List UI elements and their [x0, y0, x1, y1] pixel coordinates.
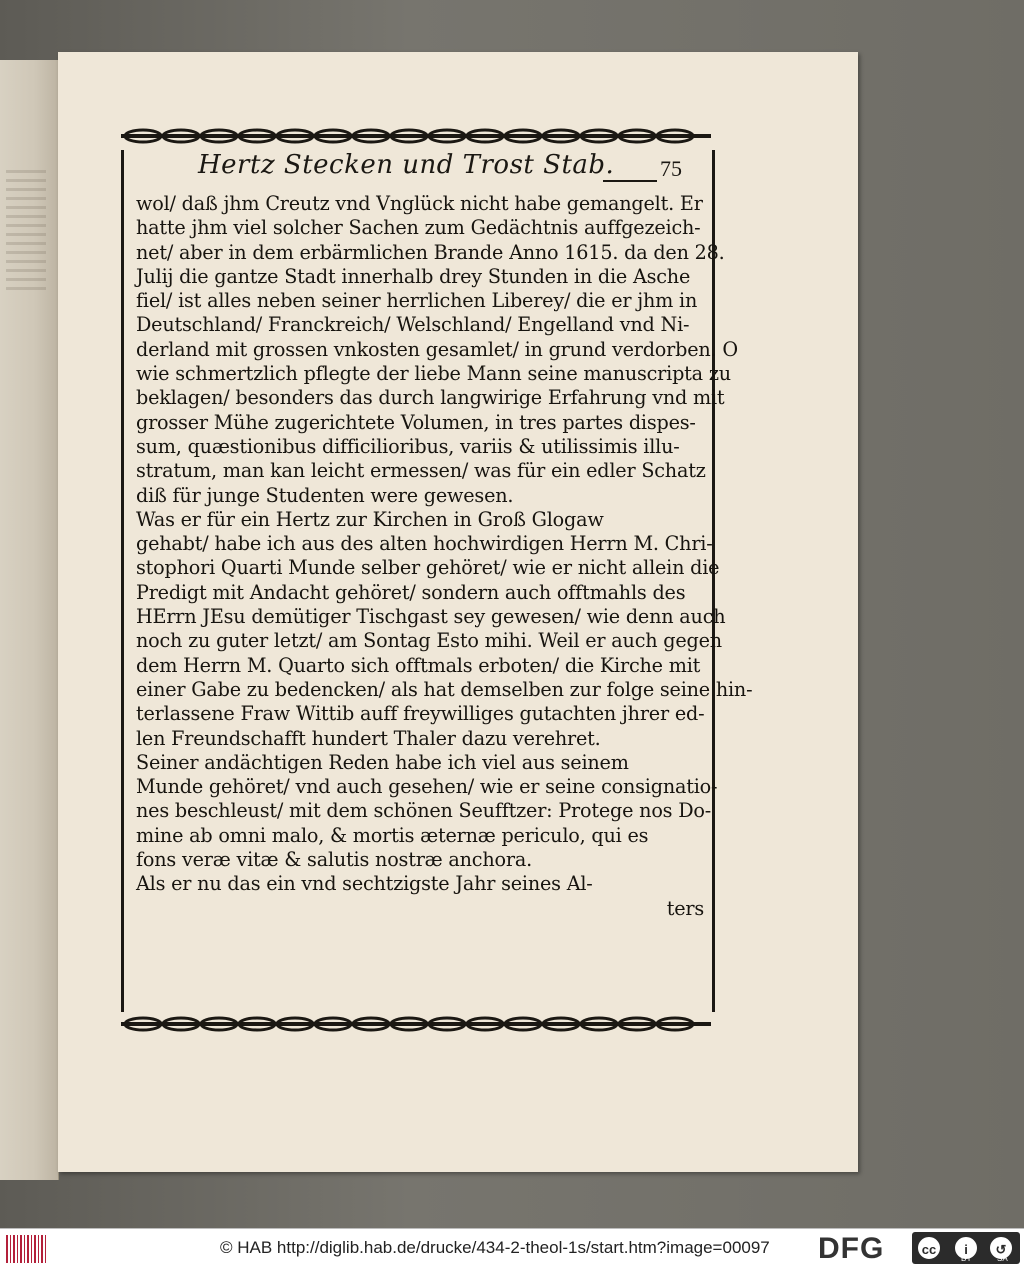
license-by-label: BY: [961, 1254, 972, 1263]
text-line: einer Gabe zu bedencken/ als hat demselben zur folge seine hin-: [136, 677, 753, 701]
bleed-through-text: [6, 170, 46, 290]
head-rule: [603, 180, 657, 182]
text-line: wol/ daß jhm Creutz vnd Vnglück nicht habe gemangelt. Er: [136, 192, 703, 215]
text-line: Julij die gantze Stadt innerhalb drey Stunden in die Asche: [136, 264, 691, 288]
barcode-icon: [6, 1235, 48, 1263]
page-number: 75: [660, 156, 682, 181]
text-line: noch zu guter letzt/ am Sontag Esto mihi. Weil er auch gegen: [136, 629, 722, 653]
text-line: fiel/ ist alles neben seiner herrlichen Liberey/ die er jhm in: [136, 289, 698, 313]
text-line: Als er nu das ein vnd sechtzigste Jahr seines Al-: [136, 872, 593, 896]
cc-icon: cc: [916, 1235, 942, 1261]
text-line: nes beschleust/ mit dem schönen Seufftzer: Protege nos Do-: [136, 799, 712, 823]
text-line: net/ aber in dem erbärmlichen Brande Anno 1615. da den 28.: [136, 240, 725, 264]
text-line: HErrn JEsu demütiger Tischgast sey gewesen/ wie denn auch: [136, 605, 726, 629]
license-sa-label: SA: [997, 1254, 1008, 1263]
running-head: Hertz Stecken und Trost Stab.: [198, 150, 615, 180]
ornamental-border-bottom: [121, 1014, 711, 1034]
viewer-footer: [0, 1228, 1024, 1268]
text-line: Seiner andächtigen Reden habe ich viel aus seinem: [136, 750, 629, 774]
book-page: [58, 52, 858, 1172]
text-line: Munde gehöret/ vnd auch gesehen/ wie er seine consignatio-: [136, 775, 718, 799]
text-line: beklagen/ besonders das durch langwirige Erfahrung vnd mit: [136, 386, 725, 410]
by-person-icon: i: [953, 1235, 979, 1261]
text-line: derland mit grossen vnkosten gesamlet/ in grund verdorben. O: [136, 337, 738, 361]
text-line: sum, quæstionibus difficilioribus, variis & utilissimis illu-: [136, 434, 680, 458]
text-line: hatte jhm viel solcher Sachen zum Gedächtnis auffgezeich-: [136, 216, 701, 240]
dfg-logo[interactable]: DFG: [818, 1232, 885, 1265]
catchword: ters: [666, 896, 704, 920]
text-line: fons veræ vitæ & salutis nostræ anchora.: [136, 848, 532, 872]
text-line: dem Herrn M. Quarto sich offtmals erboten/ die Kirche mit: [136, 653, 701, 677]
text-line: stratum, man kan leicht ermessen/ was für ein edler Schatz: [136, 459, 706, 483]
copyright-link[interactable]: © HAB http://diglib.hab.de/drucke/434-2-theol-1s/start.htm?image=00097: [220, 1238, 770, 1257]
share-alike-icon: ↺: [988, 1235, 1014, 1261]
adjacent-page-edge: [0, 60, 59, 1180]
text-line: grosser Mühe zugerichtete Volumen, in tres partes dispes-: [136, 410, 696, 434]
text-line: stophori Quarti Munde selber gehöret/ wie er nicht allein die: [136, 556, 720, 580]
ornamental-border-top: [121, 126, 711, 146]
text-line: diß für junge Studenten were gewesen.: [136, 483, 514, 507]
text-line: mine ab omni malo, & mortis æternæ periculo, qui es: [136, 823, 649, 847]
text-line: len Freundschafft hundert Thaler dazu verehret.: [136, 726, 601, 750]
text-line: Was er für ein Hertz zur Kirchen in Groß Glogaw: [136, 507, 604, 531]
text-line: wie schmertzlich pflegte der liebe Mann seine manuscripta zu: [136, 362, 731, 386]
text-line: Predigt mit Andacht gehöret/ sondern auch offtmahls des: [136, 580, 686, 604]
cc-license-badge[interactable]: [912, 1232, 1020, 1264]
body-text: [136, 192, 753, 921]
text-line: gehabt/ habe ich aus des alten hochwirdigen Herrn M. Chri-: [136, 532, 713, 556]
text-line: terlassene Fraw Wittib auff freywilliges gutachten jhrer ed-: [136, 702, 705, 726]
text-line: Deutschland/ Franckreich/ Welschland/ Engelland vnd Ni-: [136, 313, 690, 337]
